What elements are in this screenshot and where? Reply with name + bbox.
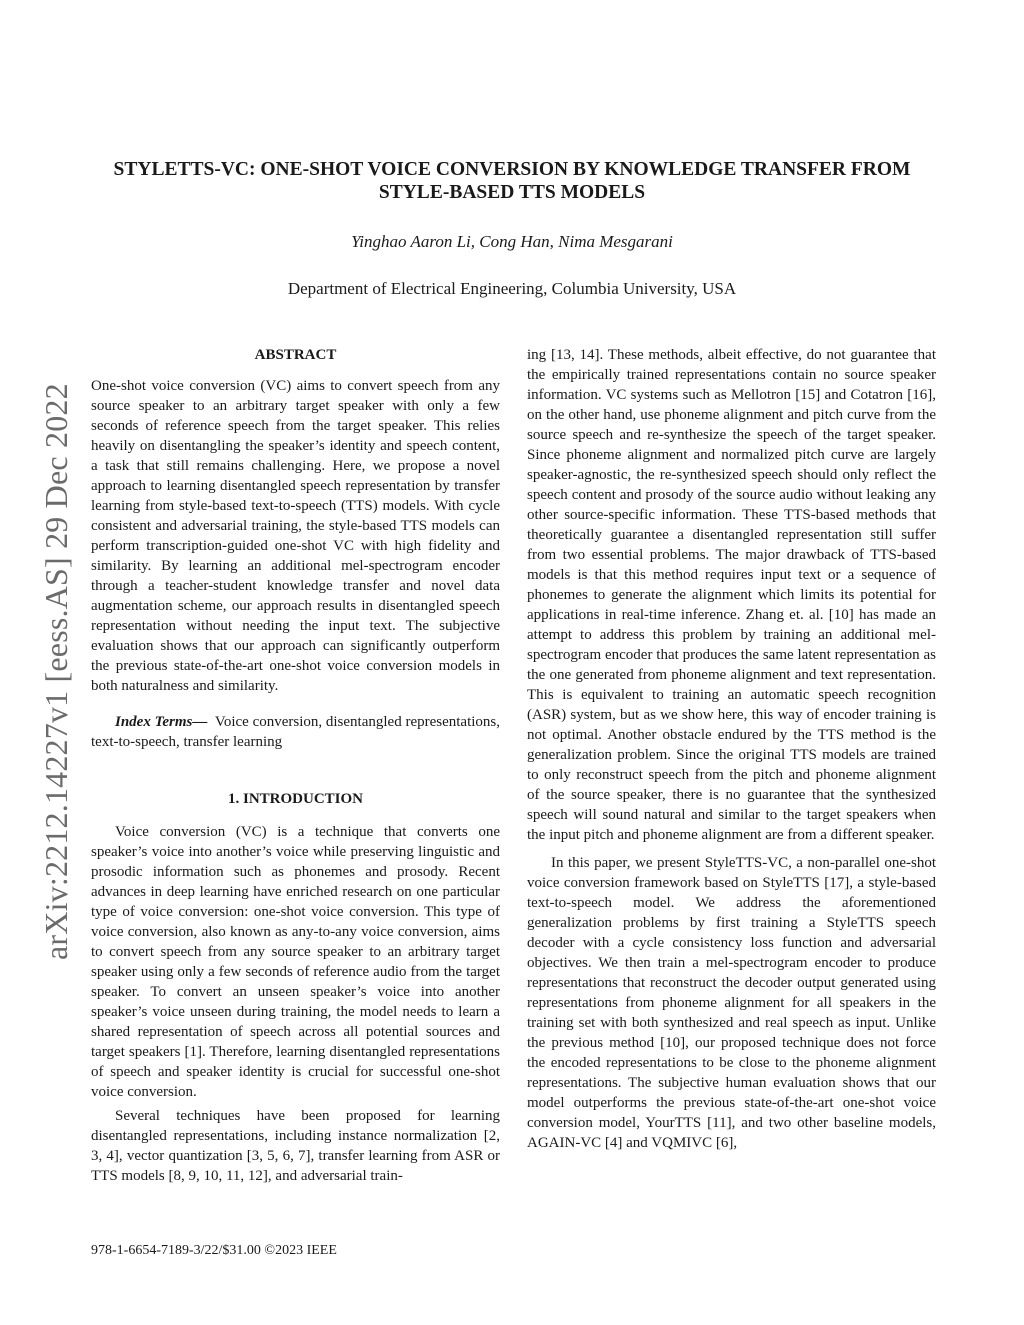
paper-title	[0, 158, 1024, 204]
index-terms	[91, 712, 500, 752]
intro-paragraph-2-start: Several techniques have been proposed for learning disentangled representations, including instance normalization [2, 3, 4], vector quantization [3, 5, 6, 7], transfer learning from ASR or TTS models [8, 9, 10, 11, 12], and adversarial train-	[91, 1108, 500, 1184]
intro-paragraph-3: In this paper, we present StyleTTS-VC, a non-parallel one-shot voice conversion framework based on StyleTTS [17], a style-based text-to-speech model. We address the aforementioned generalization problems by first training a StyleTTS speech decoder with a cycle consistency loss function and adversarial objectives. We then train a mel-spectrogram encoder to produce representations that reconstruct the decoder output generated using representations from phoneme alignment for all speakers in the training set with both synthesized and real speech as input. Unlike the previous method [10], our proposed technique does not force the encoded representations to be close to the phoneme alignment representations. The subjective human evaluation shows that our model outperforms the previous state-of-the-art one-shot voice conversion model, YourTTS [11], and two other baseline models, AGAIN-VC [4] and VQMIVC [6],	[527, 855, 936, 1151]
left-column	[91, 345, 500, 1186]
title-line-1: STYLETTS-VC: ONE-SHOT VOICE CONVERSION BY KNOWLEDGE TRANSFER FROM	[113, 159, 911, 180]
abstract-body: One-shot voice conversion (VC) aims to convert speech from any source speaker to an arbitrary target speaker with only a few seconds of reference speech from the target speaker. This relies heavily on disentangling the speaker’s identity and speech content, a task that still remains challenging. Here, we propose a novel approach to learning disentangled speech representation by transfer learning from style-based text-to-speech (TTS) models. With cycle consistent and adversarial training, the style-based TTS models can perform transcription-guided one-shot VC with high fidelity and similarity. By learning an additional mel-spectrogram encoder through a teacher-student knowledge transfer and novel data augmentation scheme, our approach results in disentangled speech representation without needing the input text. The subjective evaluation shows that our approach can significantly outperform the previous state-of-the-art one-shot voice conversion models in both naturalness and similarity.	[91, 378, 500, 694]
right-column	[527, 345, 936, 1153]
title-line-2: STYLE-BASED TTS MODELS	[378, 182, 646, 203]
introduction-heading: 1. INTRODUCTION	[227, 791, 363, 807]
index-terms-text: Voice conversion, disentangled representations, text-to-speech, transfer learning	[91, 714, 501, 750]
intro-paragraph-1: Voice conversion (VC) is a technique that converts one speaker’s voice into another’s voice while preserving linguistic and prosodic information such as phonemes and prosody. Recent advances in deep learning have enriched research on one particular type of voice conversion: one-shot voice conversion. This type of voice conversion, also known as any-to-any voice conversion, aims to convert speech from any source speaker to an arbitrary target speaker using only a few seconds of reference audio from the target speaker. To convert an unseen speaker’s voice into another speaker’s voice unseen during training, the model needs to learn a shared representation of speech across all potential sources and target speakers [1]. Therefore, learning disentangled representations of speech and speaker identity is crucial for successful one-shot voice conversion.	[91, 824, 500, 1100]
authors: Yinghao Aaron Li, Cong Han, Nima Mesgarani	[351, 232, 673, 251]
copyright-footer: 978-1-6654-7189-3/22/$31.00 ©2023 IEEE	[91, 1243, 337, 1258]
affiliation: Department of Electrical Engineering, Columbia University, USA	[287, 279, 737, 298]
intro-paragraph-2-continued: ing [13, 14]. These methods, albeit effective, do not guarantee that the empirically trained representations contain no source speaker information. VC systems such as Mellotron [15] and Cotatron [16], on the other hand, use phoneme alignment and pitch curve from the source speech and re-synthesize the speech of the target speaker. Since phoneme alignment and normalized pitch curve are largely speaker-agnostic, the re-synthesized speech should only reflect the speech content and prosody of the source audio without leaking any other source-specific information. These TTS-based methods that theoretically guarantee a disentangled representation still suffer from two essential problems. The major drawback of TTS-based models is that this method requires input text or a sequence of phonemes to generate the alignment which limits its potential for applications in real-time inference. Zhang et. al. [10] has made an attempt to address this problem by training an additional mel-spectrogram encoder that produces the same latent representation as the one generated from phoneme alignment and text representation. This is equivalent to training an automatic speech recognition (ASR) system, but as we show here, this way of encoder training is not optimal. Another obstacle endured by the TTS method is the generalization problem. Since the original TTS models are trained to only reconstruct speech from the pitch and phoneme alignment of the source speaker, there is no guarantee that the synthesized speech will sound natural and similar to the target speakers when the input pitch and phoneme alignment are from a different speaker.	[527, 347, 936, 843]
abstract-heading: ABSTRACT	[254, 347, 337, 363]
index-terms-label: Index Terms—	[115, 714, 208, 730]
arxiv-sidebar-id: arXiv:2212.14227v1 [eess.AS] 29 Dec 2022	[38, 383, 74, 960]
